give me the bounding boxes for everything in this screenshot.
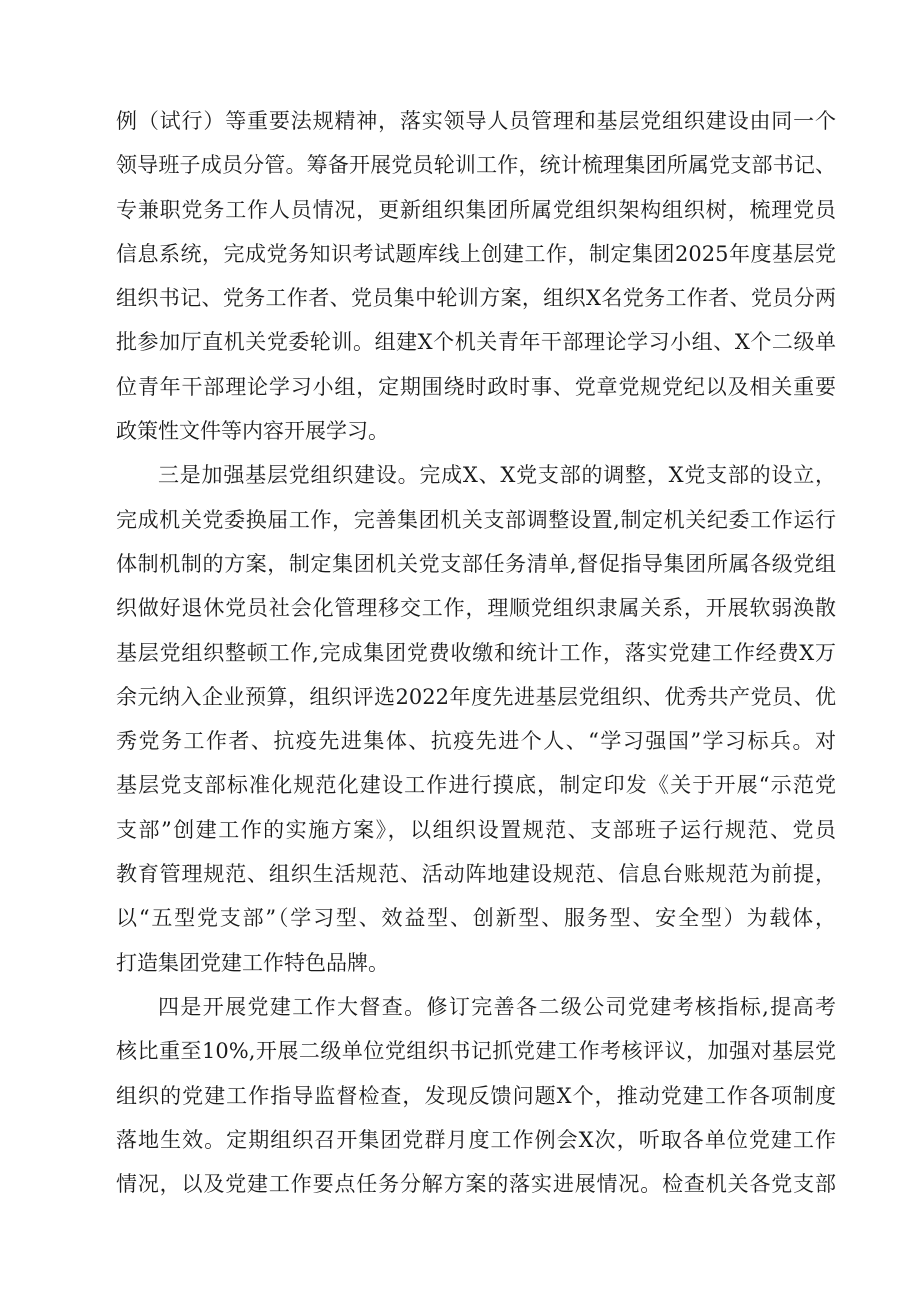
- paragraph-line: 政策性文件等内容开展学习。: [116, 419, 389, 444]
- paragraph-line: 情况，以及党建工作要点任务分解方案的落实进展情况。检查机关各党支部: [116, 1172, 836, 1197]
- paragraph-2: [116, 453, 836, 985]
- paragraph-line: 位青年干部理论学习小组，定期围绕时政时事、党章党规党纪以及相关重要: [116, 374, 836, 399]
- paragraph-line: 秀党务工作者、抗疫先进集体、抗疫先进个人、“学习强国”学习标兵。对: [116, 729, 836, 754]
- paragraph-line: 基层党支部标准化规范化建设工作进行摸底，制定印发《关于开展“示范党: [116, 773, 836, 798]
- paragraph-line: 支部”创建工作的实施方案》，以组织设置规范、支部班子运行规范、党员: [116, 817, 836, 842]
- paragraph-line: 教育管理规范、组织生活规范、活动阵地建设规范、信息台账规范为前提，: [116, 862, 836, 887]
- paragraph-line: 例（试行）等重要法规精神，落实领导人员管理和基层党组织建设由同一个: [116, 109, 836, 133]
- paragraph-line: 落地生效。定期组织召开集团党群月度工作例会X次，听取各单位党建工作: [116, 1127, 836, 1152]
- paragraph-3: [116, 985, 836, 1206]
- document-body: [116, 99, 836, 1206]
- paragraph-line: 信息系统，完成党务知识考试题库线上创建工作，制定集团2025年度基层党: [116, 241, 836, 266]
- paragraph-line: 专兼职党务工作人员情况，更新组织集团所属党组织架构组织树，梳理党员: [116, 197, 836, 222]
- paragraph-line: 组织书记、党务工作者、党员集中轮训方案，组织X名党务工作者、党员分两: [116, 286, 836, 311]
- paragraph-line: 组织的党建工作指导监督检查，发现反馈问题X个，推动党建工作各项制度: [116, 1083, 836, 1108]
- paragraph-line: 体制机制的方案，制定集团机关党支部任务清单,督促指导集团所属各级党组: [116, 551, 836, 576]
- paragraph-line: 三是加强基层党组织建设。完成X、X党支部的调整，X党支部的设立，: [158, 463, 836, 488]
- paragraph-line: 以“五型党支部”（学习型、效益型、创新型、服务型、安全型）为载体，: [116, 906, 836, 931]
- paragraph-1: [116, 99, 836, 453]
- paragraph-line: 核比重至10%,开展二级单位党组织书记抓党建工作考核评议，加强对基层党: [116, 1039, 836, 1064]
- paragraph-line: 领导班子成员分管。筹备开展党员轮训工作，统计梳理集团所属党支部书记、: [116, 153, 836, 178]
- paragraph-line: 织做好退休党员社会化管理移交工作，理顺党组织隶属关系，开展软弱涣散: [116, 596, 836, 621]
- paragraph-line: 完成机关党委换届工作，完善集团机关支部调整设置,制定机关纪委工作运行: [116, 507, 836, 532]
- paragraph-line: 四是开展党建工作大督查。修订完善各二级公司党建考核指标,提高考: [158, 994, 836, 1019]
- paragraph-line: 基层党组织整顿工作,完成集团党费收缴和统计工作，落实党建工作经费X万: [116, 640, 836, 665]
- paragraph-line: 批参加厅直机关党委轮训。组建X个机关青年干部理论学习小组、X个二级单: [116, 330, 836, 355]
- paragraph-line: 余元纳入企业预算，组织评选2022年度先进基层党组织、优秀共产党员、优: [116, 684, 836, 709]
- paragraph-line: 打造集团党建工作特色品牌。: [116, 950, 389, 975]
